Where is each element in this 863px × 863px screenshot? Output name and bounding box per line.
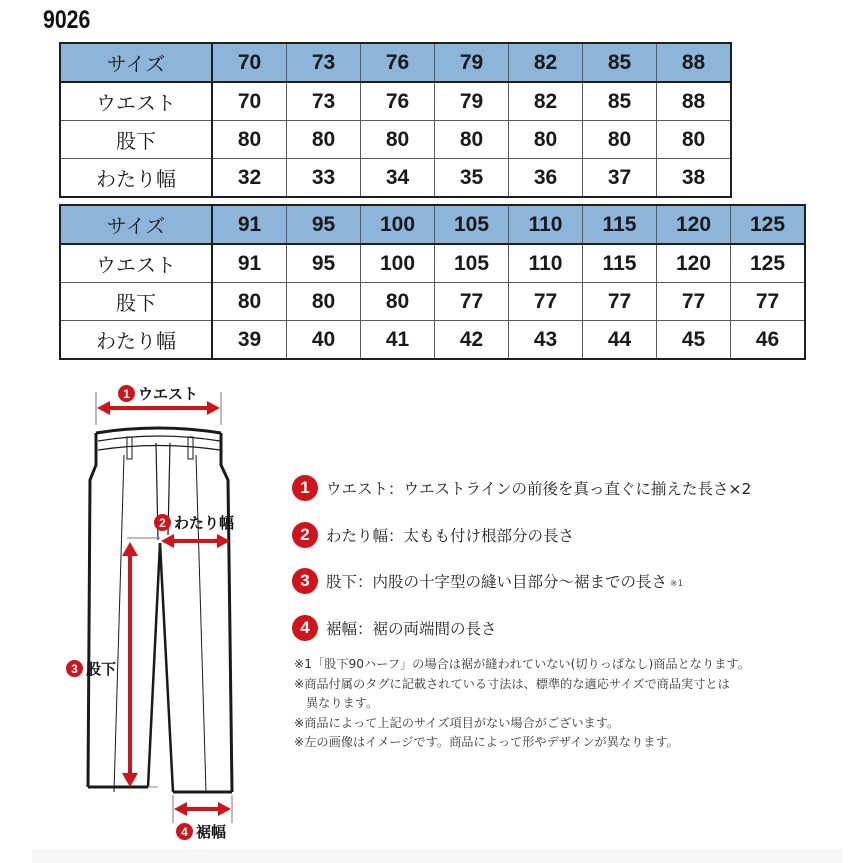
- value-cell: 115: [583, 244, 657, 283]
- row-label: 股下: [60, 283, 212, 321]
- diagram-label-inseam: [66, 658, 116, 679]
- value-cell: 82: [509, 82, 583, 121]
- size-cell: 70: [212, 43, 287, 82]
- note-line: ※1「股下90ハーフ」の場合は裾が縫われていない(切りっぱなし)商品となります。: [294, 657, 750, 671]
- table-header-row: [60, 43, 731, 82]
- value-cell: 105: [435, 244, 509, 283]
- value-cell: 80: [287, 283, 361, 321]
- note-line: ※商品付属のタグに記載されている寸法は、標準的な適応サイズで商品実寸とは: [294, 676, 730, 691]
- table-row-thigh: [60, 321, 805, 360]
- value-cell: 77: [657, 283, 731, 321]
- number-4-icon: 4: [176, 823, 193, 840]
- value-cell: 34: [361, 159, 435, 198]
- header-label: サイズ: [60, 205, 212, 244]
- value-cell: 79: [435, 82, 509, 121]
- size-cell: 125: [731, 205, 806, 244]
- value-cell: 95: [287, 244, 361, 283]
- value-cell: 35: [435, 159, 509, 198]
- value-cell: 42: [435, 321, 509, 360]
- size-cell: 120: [657, 205, 731, 244]
- table-row-thigh: [60, 159, 731, 198]
- size-cell: 79: [435, 43, 509, 82]
- size-cell: 115: [583, 205, 657, 244]
- value-cell: 85: [583, 82, 657, 121]
- value-cell: 100: [361, 244, 435, 283]
- value-cell: 38: [657, 159, 732, 198]
- number-1-icon: 1: [292, 475, 318, 501]
- value-cell: 44: [583, 321, 657, 360]
- row-label: ウエスト: [60, 244, 212, 283]
- row-label: 股下: [60, 121, 212, 159]
- row-label: わたり幅: [60, 159, 212, 198]
- value-cell: 120: [657, 244, 731, 283]
- value-cell: 70: [212, 82, 287, 121]
- legend-item-waist: [292, 474, 751, 502]
- pants-outline-icon: [60, 375, 260, 845]
- number-1-icon: 1: [118, 385, 135, 402]
- legend-item-inseam: [292, 567, 751, 595]
- size-table-1: [59, 42, 732, 198]
- size-cell: 100: [361, 205, 435, 244]
- legend-text: 裾幅：裾の両端間の長さ: [326, 619, 497, 638]
- number-2-icon: 2: [292, 522, 318, 548]
- value-cell: 110: [509, 244, 583, 283]
- diagram-label-text: ウエスト: [138, 385, 199, 403]
- size-cell: 95: [287, 205, 361, 244]
- value-cell: 43: [509, 321, 583, 360]
- table-row-inseam: [60, 283, 805, 321]
- value-cell: 88: [657, 82, 732, 121]
- legend-text: 股下：内股の十字型の縫い目部分～裾までの長さ: [326, 573, 668, 591]
- value-cell: 80: [287, 121, 361, 159]
- value-cell: 77: [583, 283, 657, 321]
- table-row-waist: [60, 244, 805, 283]
- size-table-2: [59, 204, 806, 360]
- diagram-label-waist: [118, 383, 198, 404]
- legend-text: ウエスト：ウエストラインの前後を真っ直ぐに揃えた長さ×2: [326, 480, 752, 498]
- diagram-label-text: わたり幅: [174, 514, 235, 532]
- value-cell: 32: [212, 159, 287, 198]
- value-cell: 80: [583, 121, 657, 159]
- size-cell: 91: [212, 205, 287, 244]
- table-row-inseam: [60, 121, 731, 159]
- value-cell: 125: [731, 244, 806, 283]
- diagram-label-hem: [176, 821, 226, 842]
- value-cell: 76: [361, 82, 435, 121]
- value-cell: 45: [657, 321, 731, 360]
- row-label: ウエスト: [60, 82, 212, 121]
- value-cell: 80: [212, 121, 287, 159]
- size-cell: 73: [287, 43, 361, 82]
- value-cell: 33: [287, 159, 361, 198]
- value-cell: 80: [435, 121, 509, 159]
- legend-item-thigh: [292, 521, 751, 549]
- header-label: サイズ: [60, 43, 212, 82]
- value-cell: 80: [361, 283, 435, 321]
- pants-diagram: [60, 375, 260, 845]
- size-cell: 85: [583, 43, 657, 82]
- value-cell: 73: [287, 82, 361, 121]
- measurement-legend: [292, 474, 751, 660]
- value-cell: 77: [731, 283, 806, 321]
- number-3-icon: 3: [66, 660, 83, 677]
- legend-text: わたり幅：太もも付け根部分の長さ: [326, 526, 575, 545]
- table-row-waist: [60, 82, 731, 121]
- number-4-icon: 4: [292, 615, 318, 641]
- diagram-label-text: 股下: [86, 660, 117, 678]
- size-cell: 82: [509, 43, 583, 82]
- value-cell: 39: [212, 321, 287, 360]
- value-cell: 80: [361, 121, 435, 159]
- note-line: ※商品によって上記のサイズ項目がない場合がございます。: [294, 715, 620, 730]
- footer-band: [32, 849, 843, 863]
- value-cell: 80: [509, 121, 583, 159]
- number-2-icon: 2: [154, 514, 171, 531]
- value-cell: 77: [435, 283, 509, 321]
- size-cell: 88: [657, 43, 732, 82]
- legend-item-hem: [292, 614, 751, 642]
- size-cell: 110: [509, 205, 583, 244]
- value-cell: 80: [212, 283, 287, 321]
- value-cell: 41: [361, 321, 435, 360]
- value-cell: 91: [212, 244, 287, 283]
- diagram-label-text: 裾幅: [196, 823, 227, 841]
- size-cell: 105: [435, 205, 509, 244]
- value-cell: 46: [731, 321, 806, 360]
- footnote-marker: ※1: [670, 579, 684, 589]
- number-3-icon: 3: [292, 568, 318, 594]
- size-cell: 76: [361, 43, 435, 82]
- note-line: ※左の画像はイメージです。商品によって形やデザインが異なります。: [294, 735, 679, 749]
- diagram-label-thigh: [154, 512, 234, 533]
- value-cell: 77: [509, 283, 583, 321]
- value-cell: 40: [287, 321, 361, 360]
- row-label: わたり幅: [60, 321, 212, 360]
- value-cell: 36: [509, 159, 583, 198]
- value-cell: 80: [657, 121, 732, 159]
- notes: [294, 655, 750, 753]
- value-cell: 37: [583, 159, 657, 198]
- note-line: 異なります。: [306, 696, 379, 710]
- model-number: 9026: [43, 6, 91, 34]
- table-header-row: [60, 205, 805, 244]
